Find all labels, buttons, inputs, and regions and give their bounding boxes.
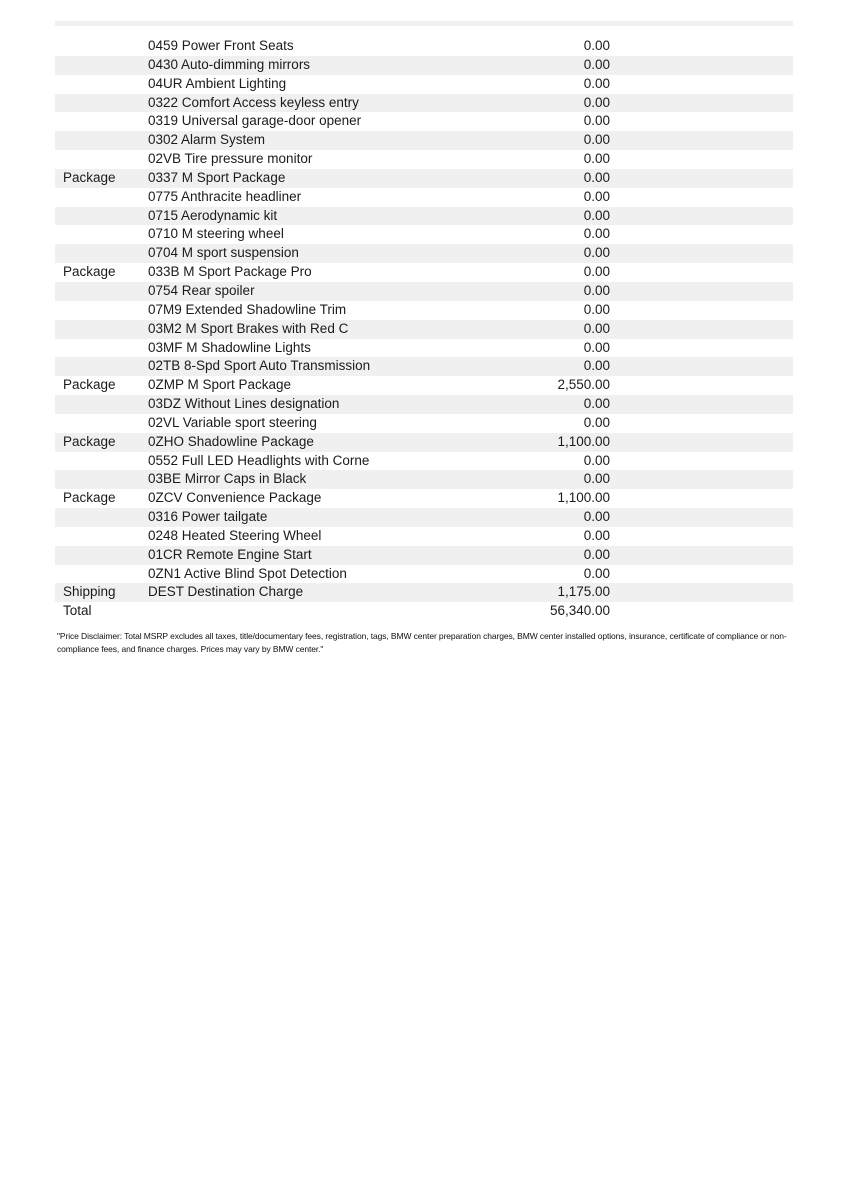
table-row	[55, 433, 793, 452]
table-row	[55, 56, 793, 75]
row-option-text: 0459 Power Front Seats	[148, 38, 294, 53]
row-option-text: 0754 Rear spoiler	[148, 282, 255, 298]
table-row	[55, 546, 793, 565]
row-option-text: 0715 Aerodynamic kit	[148, 207, 278, 223]
table-row	[55, 131, 793, 150]
row-option-text: 0704 M sport suspension	[148, 245, 299, 261]
row-option-text: 07M9 Extended Shadowline Trim	[148, 301, 347, 317]
row-option-text: 03DZ Without Lines designation	[148, 396, 340, 412]
table-row	[55, 225, 793, 244]
row-price-value: 1,100.00	[557, 490, 610, 506]
clipped-previous-row	[55, 21, 793, 26]
row-price-value: 0.00	[583, 56, 610, 72]
row-option-text: 02TB 8-Spd Sport Auto Transmission	[148, 358, 371, 374]
table-row	[55, 169, 793, 188]
row-price-value: 1,100.00	[557, 433, 610, 449]
row-option-text: 03BE Mirror Caps in Black	[148, 471, 307, 487]
table-row	[55, 75, 793, 94]
row-option-text: 0316 Power tailgate	[148, 509, 268, 525]
table-row	[55, 94, 793, 113]
row-category-label: Package	[63, 264, 116, 280]
row-price-value: 0.00	[583, 245, 610, 261]
row-option-text: 0430 Auto-dimming mirrors	[148, 56, 311, 72]
row-price-value: 0.00	[583, 264, 610, 280]
row-option-text: 0ZHO Shadowline Package	[148, 433, 314, 449]
row-price-value: 0.00	[583, 546, 610, 562]
row-option-text: 01CR Remote Engine Start	[148, 546, 312, 562]
row-price-value: 0.00	[583, 226, 610, 242]
row-price-value: 0.00	[583, 75, 610, 91]
row-price-value: 0.00	[583, 509, 610, 525]
row-category-label: Shipping	[63, 584, 116, 600]
row-category-label: Package	[63, 169, 116, 185]
row-option-text: 0ZMP M Sport Package	[148, 377, 292, 393]
row-price-value: 0.00	[583, 471, 610, 487]
table-row	[55, 188, 793, 207]
table-row	[55, 527, 793, 546]
row-price-value: 0.00	[583, 38, 610, 53]
row-price-value: 0.00	[583, 339, 610, 355]
row-option-text: 0337 M Sport Package	[148, 169, 286, 185]
table-row	[55, 508, 793, 527]
table-row	[55, 244, 793, 263]
row-price-value: 0.00	[583, 188, 610, 204]
row-option-text: 04UR Ambient Lighting	[148, 75, 287, 91]
table-row	[55, 376, 793, 395]
row-price-value: 0.00	[583, 94, 610, 110]
row-option-text: 0322 Comfort Access keyless entry	[148, 94, 359, 110]
row-option-text: 02VL Variable sport steering	[148, 414, 317, 430]
table-row	[55, 263, 793, 282]
table-row	[55, 583, 793, 602]
row-option-text: DEST Destination Charge	[148, 584, 304, 600]
table-row	[55, 320, 793, 339]
row-price-value: 0.00	[583, 527, 610, 543]
row-option-text: 0775 Anthracite headliner	[148, 188, 302, 204]
table-row	[55, 301, 793, 320]
row-price-value: 0.00	[583, 169, 610, 185]
row-price-value: 0.00	[583, 207, 610, 223]
table-row	[55, 489, 793, 508]
table-row	[55, 357, 793, 376]
table-row	[55, 150, 793, 169]
row-price-value: 0.00	[583, 320, 610, 336]
row-option-text: 0ZCV Convenience Package	[148, 490, 322, 506]
row-category-label: Total	[63, 603, 92, 619]
table-row	[55, 112, 793, 131]
row-price-value: 0.00	[583, 282, 610, 298]
row-price-value: 0.00	[583, 414, 610, 430]
row-price-value: 56,340.00	[549, 603, 610, 619]
row-option-text: 0710 M steering wheel	[148, 226, 284, 242]
row-option-text: 0302 Alarm System	[148, 132, 266, 148]
price-disclaimer: "Price Disclaimer: Total MSRP excludes all taxes, title/documentary fees, registration, tags, BMW center preparation charges, BMW center installed options, insurance, certificate of compliance or non-compliance fees, and finance charges. Prices may vary by BMW center."	[57, 631, 787, 655]
table-row	[55, 395, 793, 414]
row-option-text: 0552 Full LED Headlights with Corne	[148, 452, 370, 468]
row-option-text: 0319 Universal garage-door opener	[148, 113, 362, 129]
row-price-value: 0.00	[583, 452, 610, 468]
row-price-value: 0.00	[583, 358, 610, 374]
row-category-label: Package	[63, 377, 116, 393]
row-price-value: 0.00	[583, 113, 610, 129]
table-row	[55, 37, 793, 56]
row-option-text: 033B M Sport Package Pro	[148, 264, 312, 280]
table-row	[55, 282, 793, 301]
row-option-text: 02VB Tire pressure monitor	[148, 151, 313, 167]
row-price-value: 0.00	[583, 132, 610, 148]
table-row	[55, 602, 793, 621]
row-price-value: 1,175.00	[557, 584, 610, 600]
row-price-value: 2,550.00	[557, 377, 610, 393]
row-price-value: 0.00	[583, 301, 610, 317]
table-rows	[55, 37, 793, 621]
row-price-value: 0.00	[583, 396, 610, 412]
row-price-value: 0.00	[583, 565, 610, 581]
row-category-label: Package	[63, 433, 116, 449]
row-category-label: Package	[63, 490, 116, 506]
row-option-text: 03M2 M Sport Brakes with Red C	[148, 320, 349, 336]
vehicle-options-table	[55, 21, 793, 621]
row-option-text: 03MF M Shadowline Lights	[148, 339, 311, 355]
table-row	[55, 470, 793, 489]
row-option-text: 0ZN1 Active Blind Spot Detection	[148, 565, 347, 581]
table-row	[55, 207, 793, 226]
table-row	[55, 452, 793, 471]
table-row	[55, 565, 793, 584]
row-option-text: 0248 Heated Steering Wheel	[148, 527, 322, 543]
row-price-value: 0.00	[583, 151, 610, 167]
table-row	[55, 339, 793, 358]
table-row	[55, 414, 793, 433]
